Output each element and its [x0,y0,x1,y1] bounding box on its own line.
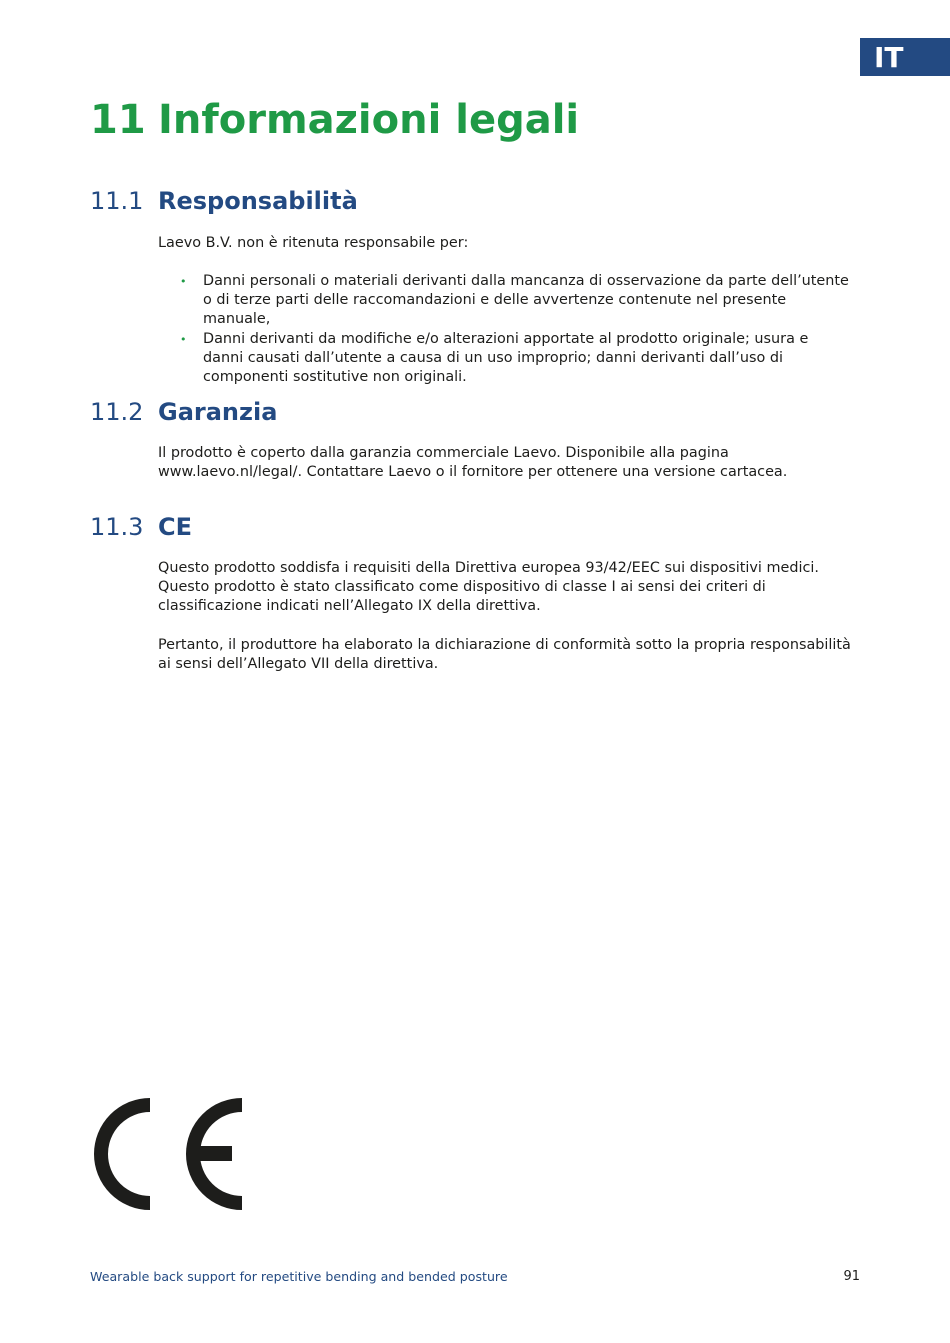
ce-paragraph-2: Pertanto, il produttore ha elaborato la dichiarazione di conformità sotto la propria responsabilità ai sensi dell’Allegato VII della direttiva. [158,637,851,673]
section-number: 11.2 [90,398,144,426]
section-heading-responsabilita [90,186,358,216]
ce-paragraph-1: Questo prodotto soddisfa i requisiti della Direttiva europea 93/42/EEC sui dispositivi medici. Questo prodotto è stato classificato come dispositivo di classe I ai sensi dei criteri di classificazione indicati nell’Allegato IX della direttiva. [158,560,819,615]
responsabilita-intro: Laevo B.V. non è ritenuta responsabile per: [158,235,469,251]
list-item [180,272,850,330]
list-item-text: Danni derivanti da modifiche e/o alterazioni apportate al prodotto originale; usura e danni causati dall’utente a causa di un uso improprio; danni derivanti dall’uso di componenti sostitutive non originali. [203,330,809,386]
list-item [180,330,850,388]
section-title: Garanzia [158,398,278,426]
page-number: 91 [843,1269,860,1284]
bullet-icon: • [180,332,187,346]
section-heading-garanzia [90,397,277,427]
section-number: 11.1 [90,187,144,215]
list-item-text: Danni personali o materiali derivanti dalla mancanza di osservazione da parte dell’utente o di terze parti delle raccomandazioni e delle avvertenze contenute nel presente manuale, [203,273,849,328]
language-tab: IT [860,38,950,76]
ce-mark-icon [90,1098,246,1210]
chapter-title [90,96,579,144]
responsabilita-bullet-list [180,272,850,387]
chapter-title-text: Informazioni legali [158,97,580,143]
section-title: Responsabilità [158,187,358,215]
section-number: 11.3 [90,513,144,541]
section-heading-ce [90,512,192,542]
garanzia-paragraph: Il prodotto è coperto dalla garanzia commerciale Laevo. Disponibile alla pagina www.laevo.nl/legal/. Contattare Laevo o il fornitore per ottenere una versione cartacea. [158,445,788,481]
bullet-icon: • [180,275,187,288]
section-title: CE [158,513,193,541]
footer-document-title: Wearable back support for repetitive bending and bended posture [90,1269,508,1284]
chapter-number: 11 [90,97,146,143]
